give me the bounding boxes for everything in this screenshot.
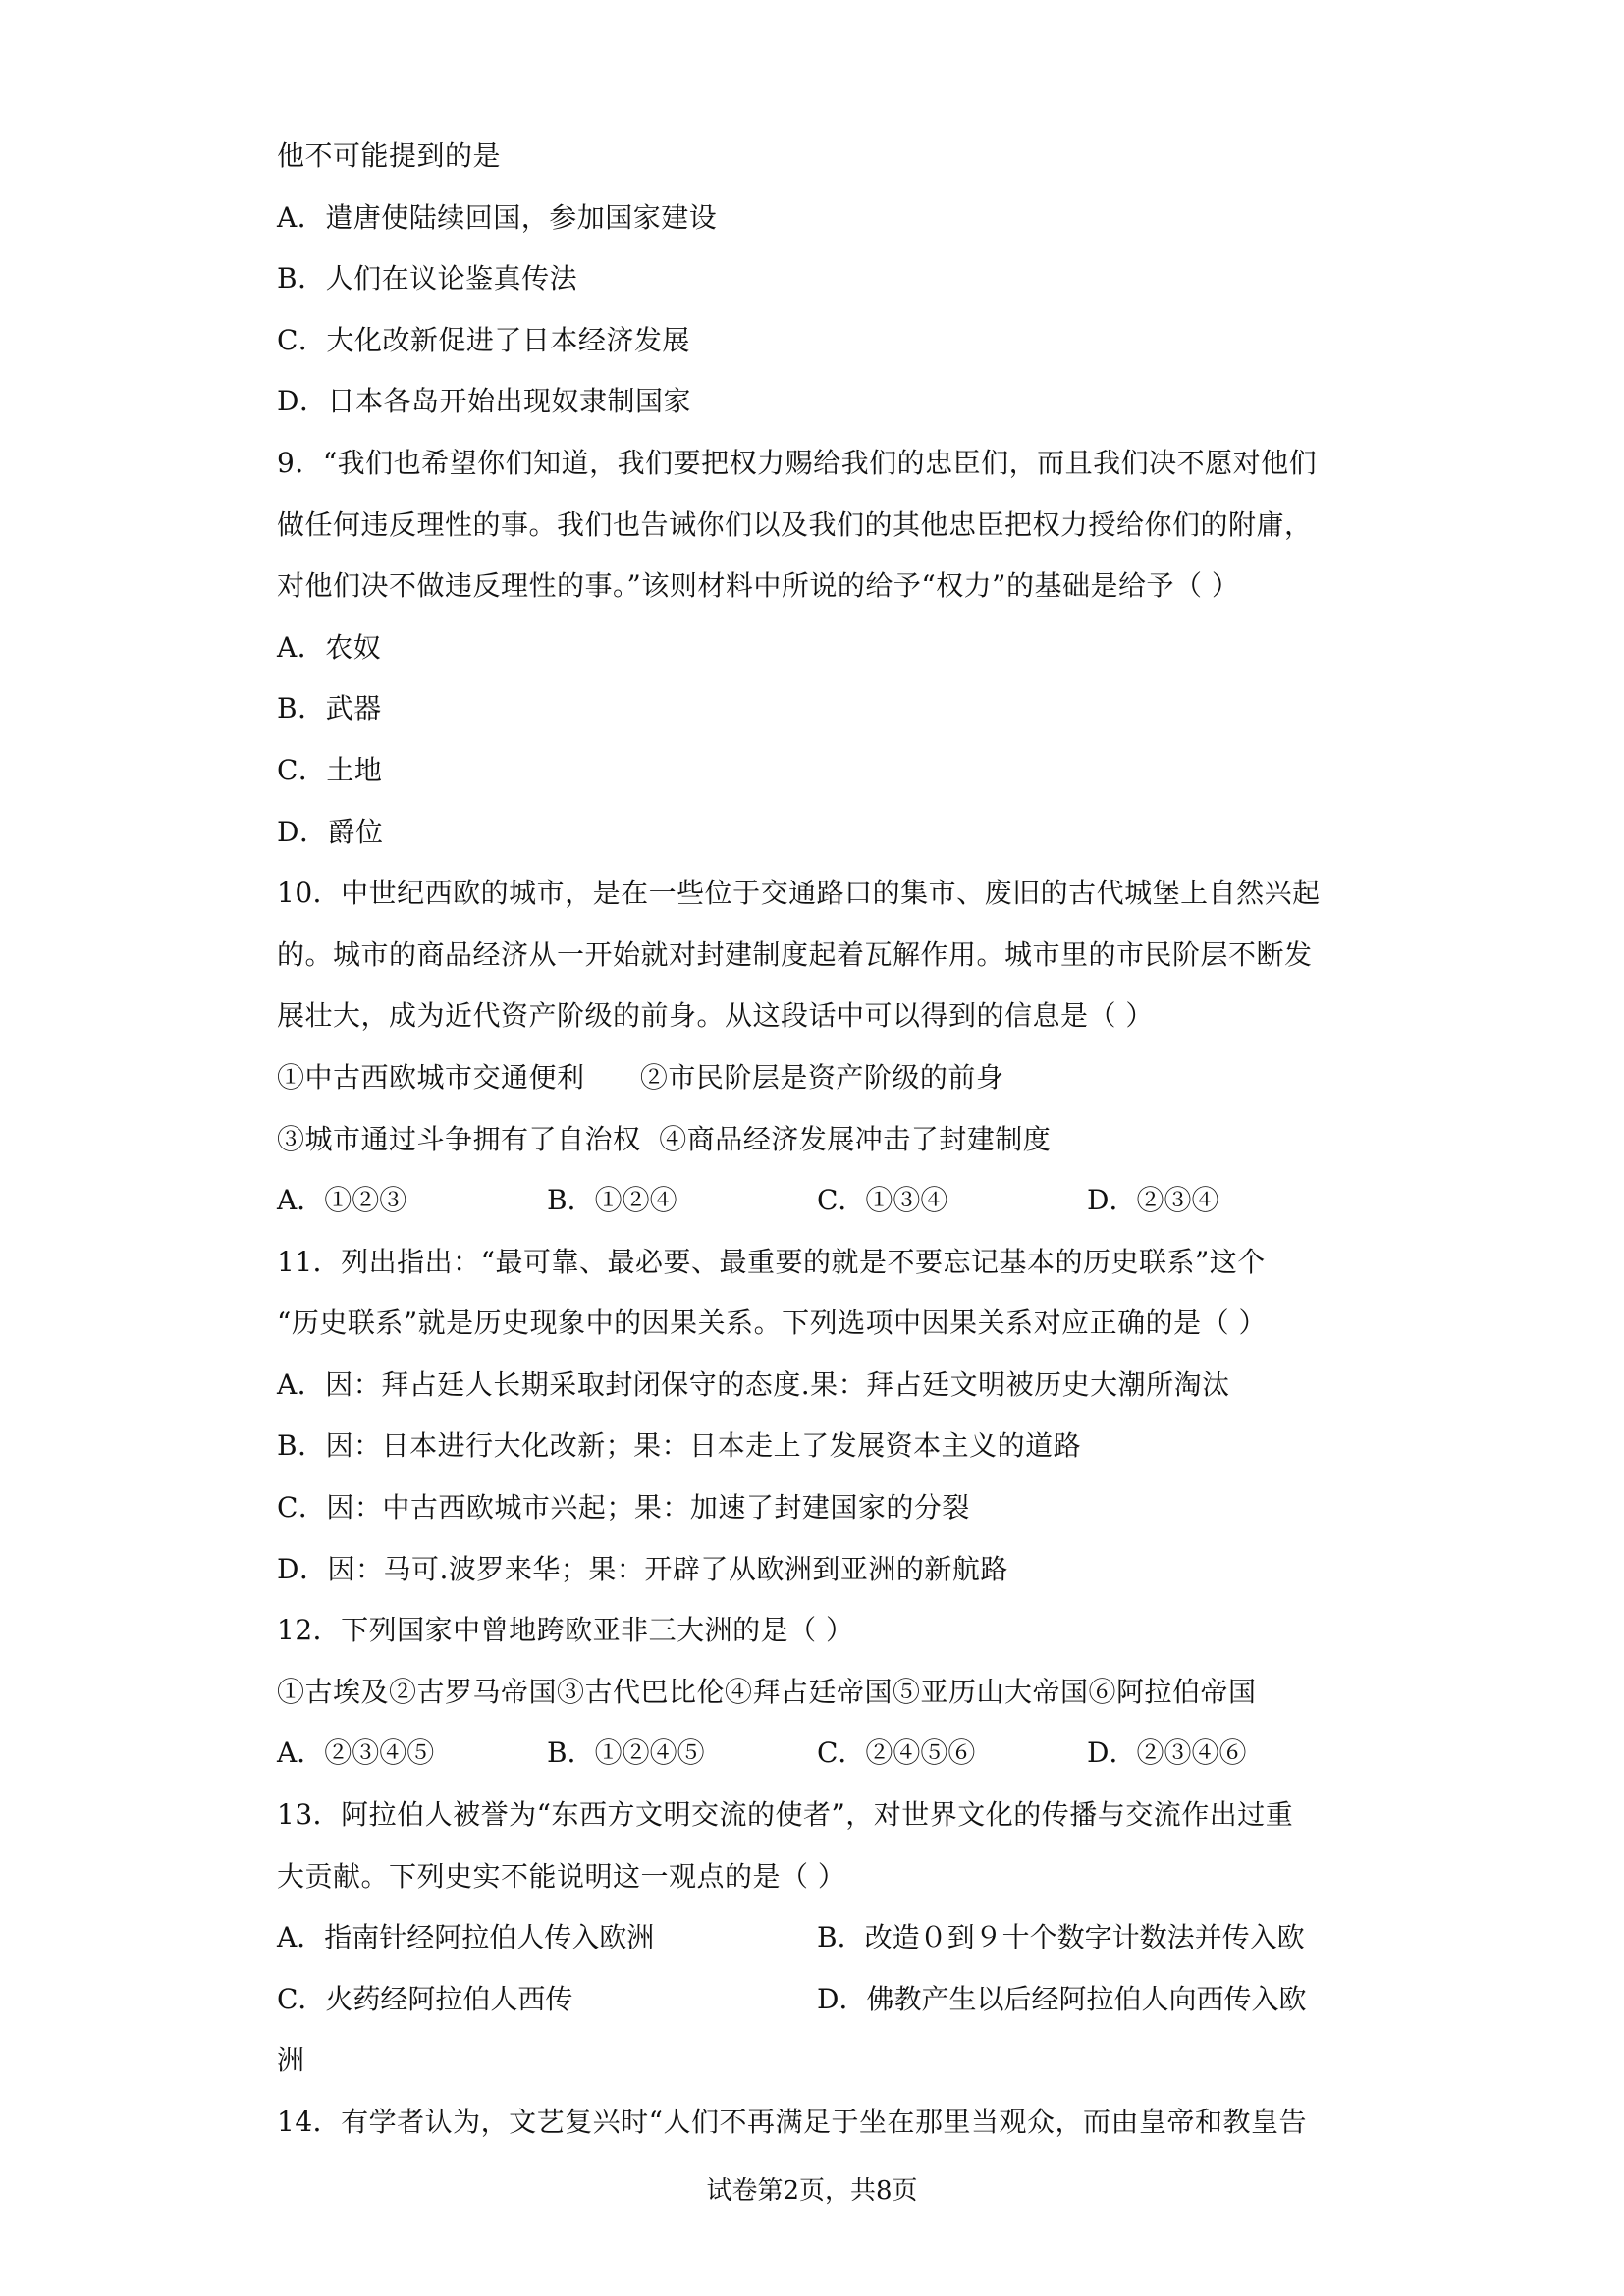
q10-stem-line-2: 的。城市的商品经济从一开始就对封建制度起着瓦解作用。城市里的市民阶层不断发 [277,937,1313,971]
q11-stem-line-1: 11．列出指出：“最可靠、最必要、最重要的就是不要忘记基本的历史联系”这个 [277,1245,1266,1278]
q10-option-a: A．①②③ [277,1184,407,1217]
q13-options-row-1 [277,1907,1357,1969]
q9-stem-line-3: 对他们决不做违反理性的事。”该则材料中所说的给予“权力”的基础是给予（ ） [277,569,1240,603]
q12-option-c: C．②④⑤⑥ [817,1736,976,1770]
q10-statements-3-4: ③城市通过斗争拥有了自治权 ④商品经济发展冲击了封建制度 [277,1122,1052,1155]
q8-option-c: C．大化改新促进了日本经济发展 [277,323,690,356]
q11-option-d: D．因：马可.波罗来华；果：开辟了从欧洲到亚洲的新航路 [277,1552,1008,1585]
q10-option-b: B．①②④ [547,1184,677,1217]
q8-option-a: A．遣唐使陆续回国，参加国家建设 [277,200,718,234]
q13-stem-line-1: 13．阿拉伯人被誉为“东西方文明交流的使者”，对世界文化的传播与交流作出过重 [277,1798,1294,1832]
q8-option-b: B．人们在议论鉴真传法 [277,262,578,295]
q11-option-a: A．因：拜占廷人长期采取封闭保守的态度.果：拜占廷文明被历史大潮所淘汰 [277,1367,1230,1401]
q9-option-d: D．爵位 [277,815,384,848]
q12-stem: 12．下列国家中曾地跨欧亚非三大洲的是（ ） [277,1614,854,1647]
q13-stem-line-2: 大贡献。下列史实不能说明这一观点的是（ ） [277,1859,846,1893]
q8-option-d: D．日本各岛开始出现奴隶制国家 [277,385,691,418]
page-footer: 试卷第2页，共8页 [706,2176,918,2206]
q13-option-d: D．佛教产生以后经阿拉伯人向西传入欧 [817,1982,1307,2015]
q9-stem-line-2: 做任何违反理性的事。我们也告诫你们以及我们的其他忠臣把权力授给你们的附庸， [277,507,1313,541]
q12-option-b: B．①②④⑤ [547,1736,705,1770]
q10-option-c: C．①③④ [817,1184,948,1217]
q8-stem-tail: 他不可能提到的是 [277,139,502,172]
q10-stem-line-1: 10．中世纪西欧的城市，是在一些位于交通路口的集市、废旧的古代城堡上自然兴起 [277,877,1321,910]
q9-option-c: C．土地 [277,753,383,786]
q9-option-a: A．农奴 [277,630,382,664]
q13-option-d-wrap: 洲 [277,2044,305,2077]
q12-options [277,1723,1357,1785]
page-content [277,126,1357,2154]
q10-options [277,1170,1357,1232]
q13-options-row-2 [277,1969,1357,2031]
q9-stem-line-1: 9．“我们也希望你们知道，我们要把权力赐给我们的忠臣们，而且我们决不愿对他们 [277,446,1318,479]
q12-option-a: A．②③④⑤ [277,1736,435,1770]
q9-option-b: B．武器 [277,692,382,725]
q13-option-b: B．改造０到９十个数字计数法并传入欧 [817,1921,1305,1954]
q12-option-d: D．②③④⑥ [1087,1736,1247,1770]
q10-option-d: D．②③④ [1087,1184,1219,1217]
q11-stem-line-2: “历史联系”就是历史现象中的因果关系。下列选项中因果关系对应正确的是（ ） [277,1307,1268,1340]
q13-option-c: C．火药经阿拉伯人西传 [277,1982,573,2015]
q12-statements: ①古埃及②古罗马帝国③古代巴比伦④拜占廷帝国⑤亚历山大帝国⑥阿拉伯帝国 [277,1675,1257,1708]
q10-statements-1-2: ①中古西欧城市交通便利 ②市民阶层是资产阶级的前身 [277,1060,1004,1094]
q14-stem-line-1: 14．有学者认为，文艺复兴时“人们不再满足于坐在那里当观众，而由皇帝和教皇告 [277,2106,1307,2138]
q11-option-c: C．因：中古西欧城市兴起；果：加速了封建国家的分裂 [277,1491,970,1524]
q13-option-a: A．指南针经阿拉伯人传入欧洲 [277,1921,655,1954]
q10-stem-line-3: 展壮大，成为近代资产阶级的前身。从这段话中可以得到的信息是（ ） [277,999,1154,1033]
q11-option-b: B．因：日本进行大化改新；果：日本走上了发展资本主义的道路 [277,1429,1082,1463]
